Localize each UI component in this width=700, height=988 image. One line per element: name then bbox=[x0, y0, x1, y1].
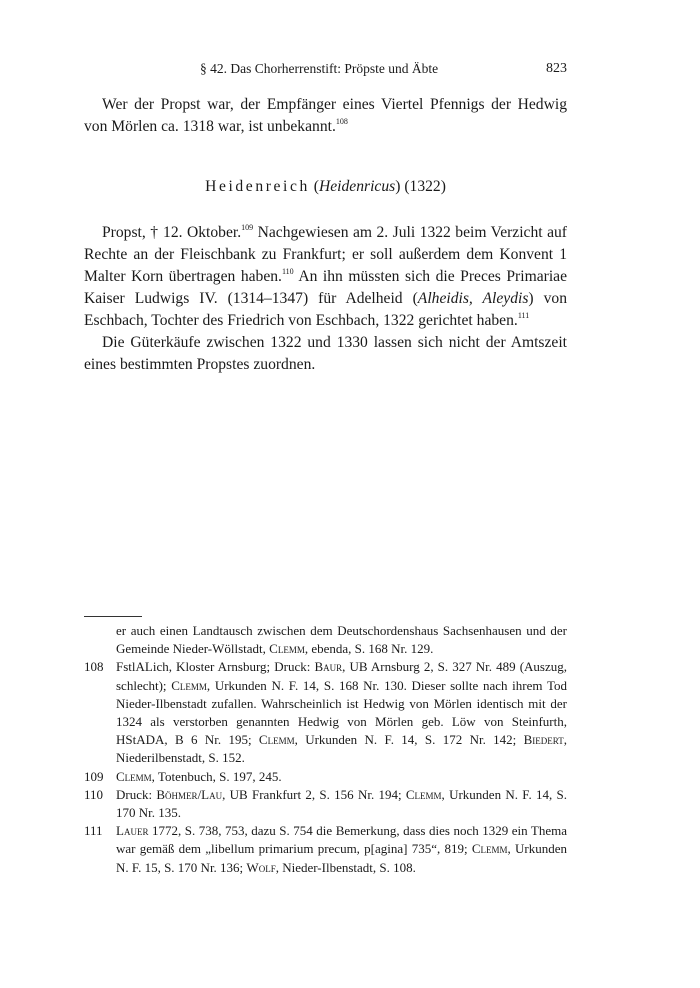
fn110-c: , Urkunden N. F. 14, S. 170 Nr. 135. bbox=[116, 786, 567, 821]
paragraph-2-text-b: Nachgewiesen am 2. Juli 1322 beim Verzicht auf Rechte an der Fleischbank zu Frankfurt; er soll außerdem dem Konvent 1 Malter Korn übertragen haben. bbox=[84, 224, 567, 285]
heading-year: (1322) bbox=[404, 178, 446, 195]
fn109-a: , Totenbuch, S. 197, 245. bbox=[151, 768, 282, 784]
footnote-text bbox=[116, 768, 567, 786]
fn-cont-a: er auch einen Landtausch zwischen dem Deutschordenshaus Sachsenhausen und der Gemeinde Nieder-Wöllstadt, bbox=[116, 623, 567, 657]
footnote-text bbox=[116, 786, 567, 822]
footnote-number: 111 bbox=[84, 823, 103, 839]
fn108-e: , Niederilbenstadt, S. 152. bbox=[116, 732, 567, 766]
footnote-110 bbox=[84, 786, 567, 822]
footnote-text bbox=[116, 822, 567, 877]
footnote-ref-111[interactable]: 111 bbox=[517, 310, 530, 320]
author-name: Clemm bbox=[471, 841, 508, 857]
footnote-109 bbox=[84, 768, 567, 786]
paragraph-2-italic: Alheidis, Aleydis bbox=[417, 290, 529, 307]
running-head bbox=[84, 61, 567, 81]
fn108-c: , Urkunden N. F. 14, S. 168 Nr. 130. Dieser sollte nach ihrem Tod Nieder-Ilbenstadt zufallen. Wahrscheinlich ist Hedwig von Mörlen identisch mit der 1324 als verstorben genannten Hedwig von Mörlen geb. Löw von Steinfurth, HStADA, B 6 Nr. 195; bbox=[116, 677, 567, 748]
paragraph-3-text: Die Güterkäufe zwischen 1322 und 1330 lassen sich nicht der Amtszeit eines bestimmten Propstes zuordnen. bbox=[84, 334, 567, 373]
footnote-continuation bbox=[84, 622, 567, 658]
footnote-111 bbox=[84, 822, 567, 877]
fn111-c: , Nieder-Ilbenstadt, S. 108. bbox=[275, 859, 416, 875]
paragraph-2-text-c: An ihn müssten sich die Preces Primariae Kaiser Ludwigs IV. (1314–1347) für Adelheid ( bbox=[84, 268, 567, 307]
footnote-108 bbox=[84, 658, 567, 767]
author-name: Böhmer/Lau bbox=[156, 786, 223, 802]
fn108-d: , Urkunden N. F. 14, S. 172 Nr. 142; bbox=[294, 732, 524, 748]
fn108-b: , UB Arnsburg 2, S. 327 Nr. 489 (Auszug, schlecht); bbox=[116, 659, 567, 693]
author-name: Clemm bbox=[171, 677, 207, 693]
paragraph-1-text: Wer der Propst war, der Empfänger eines Viertel Pfennigs der Hedwig von Mörlen ca. 1318 war, ist unbekannt. bbox=[84, 96, 567, 135]
fn-cont-b: , ebenda, S. 168 Nr. 129. bbox=[304, 641, 434, 657]
author-name: Clemm bbox=[405, 786, 442, 802]
footnote-separator bbox=[84, 616, 142, 617]
fn108-a: FstlALich, Kloster Arnsburg; Druck: bbox=[116, 659, 315, 675]
heading-name: Heidenreich bbox=[205, 178, 310, 195]
author-name: Clemm bbox=[258, 732, 295, 748]
page-number: 823 bbox=[546, 61, 567, 76]
section-heading bbox=[84, 176, 567, 198]
fn111-a: 1772, S. 738, 753, dazu S. 754 die Bemerkung, dass dies noch 1329 ein Thema war gemäß dem „libellum primarium precum, p[agina] 735“, 819; bbox=[116, 823, 567, 857]
fn110-a: Druck: bbox=[116, 786, 157, 802]
footnote-number: 109 bbox=[84, 768, 104, 784]
footnote-ref-110[interactable]: 110 bbox=[281, 266, 294, 276]
footnote-number-empty bbox=[84, 622, 116, 658]
footnote-text bbox=[116, 658, 567, 767]
footnotes bbox=[84, 622, 567, 877]
heading-paren-open: ( bbox=[313, 178, 319, 195]
footnote-text bbox=[116, 622, 567, 658]
author-name: Biedert bbox=[523, 732, 564, 748]
fn110-b: , UB Frankfurt 2, S. 156 Nr. 194; bbox=[222, 786, 406, 802]
paragraph-2 bbox=[84, 222, 567, 332]
footnote-ref-109[interactable]: 109 bbox=[241, 222, 254, 232]
heading-latin-name: Heidenricus bbox=[319, 178, 396, 195]
footnote-ref-108[interactable]: 108 bbox=[335, 116, 348, 126]
main-text bbox=[84, 94, 567, 376]
paragraph-2-text-a: Propst, † 12. Oktober. bbox=[102, 224, 242, 241]
paragraph-3 bbox=[84, 332, 567, 376]
author-name: Lauer bbox=[116, 823, 149, 839]
paragraph-2-text-d: ) von Eschbach, Tochter des Friedrich von Eschbach, 1322 gerichtet haben. bbox=[84, 290, 567, 329]
author-name: Baur bbox=[314, 659, 343, 675]
paragraph-1 bbox=[84, 94, 567, 138]
footnote-number: 110 bbox=[84, 786, 104, 802]
author-name: Clemm bbox=[116, 768, 152, 784]
fn111-b: , Urkunden N. F. 15, S. 170 Nr. 136; bbox=[116, 841, 567, 875]
running-title: § 42. Das Chorherrenstift: Pröpste und Äbte bbox=[200, 61, 439, 76]
author-name: Wolf bbox=[246, 859, 276, 875]
author-name: Clemm bbox=[269, 641, 305, 657]
heading-paren-close: ) bbox=[395, 178, 401, 195]
footnote-number: 108 bbox=[84, 659, 104, 675]
